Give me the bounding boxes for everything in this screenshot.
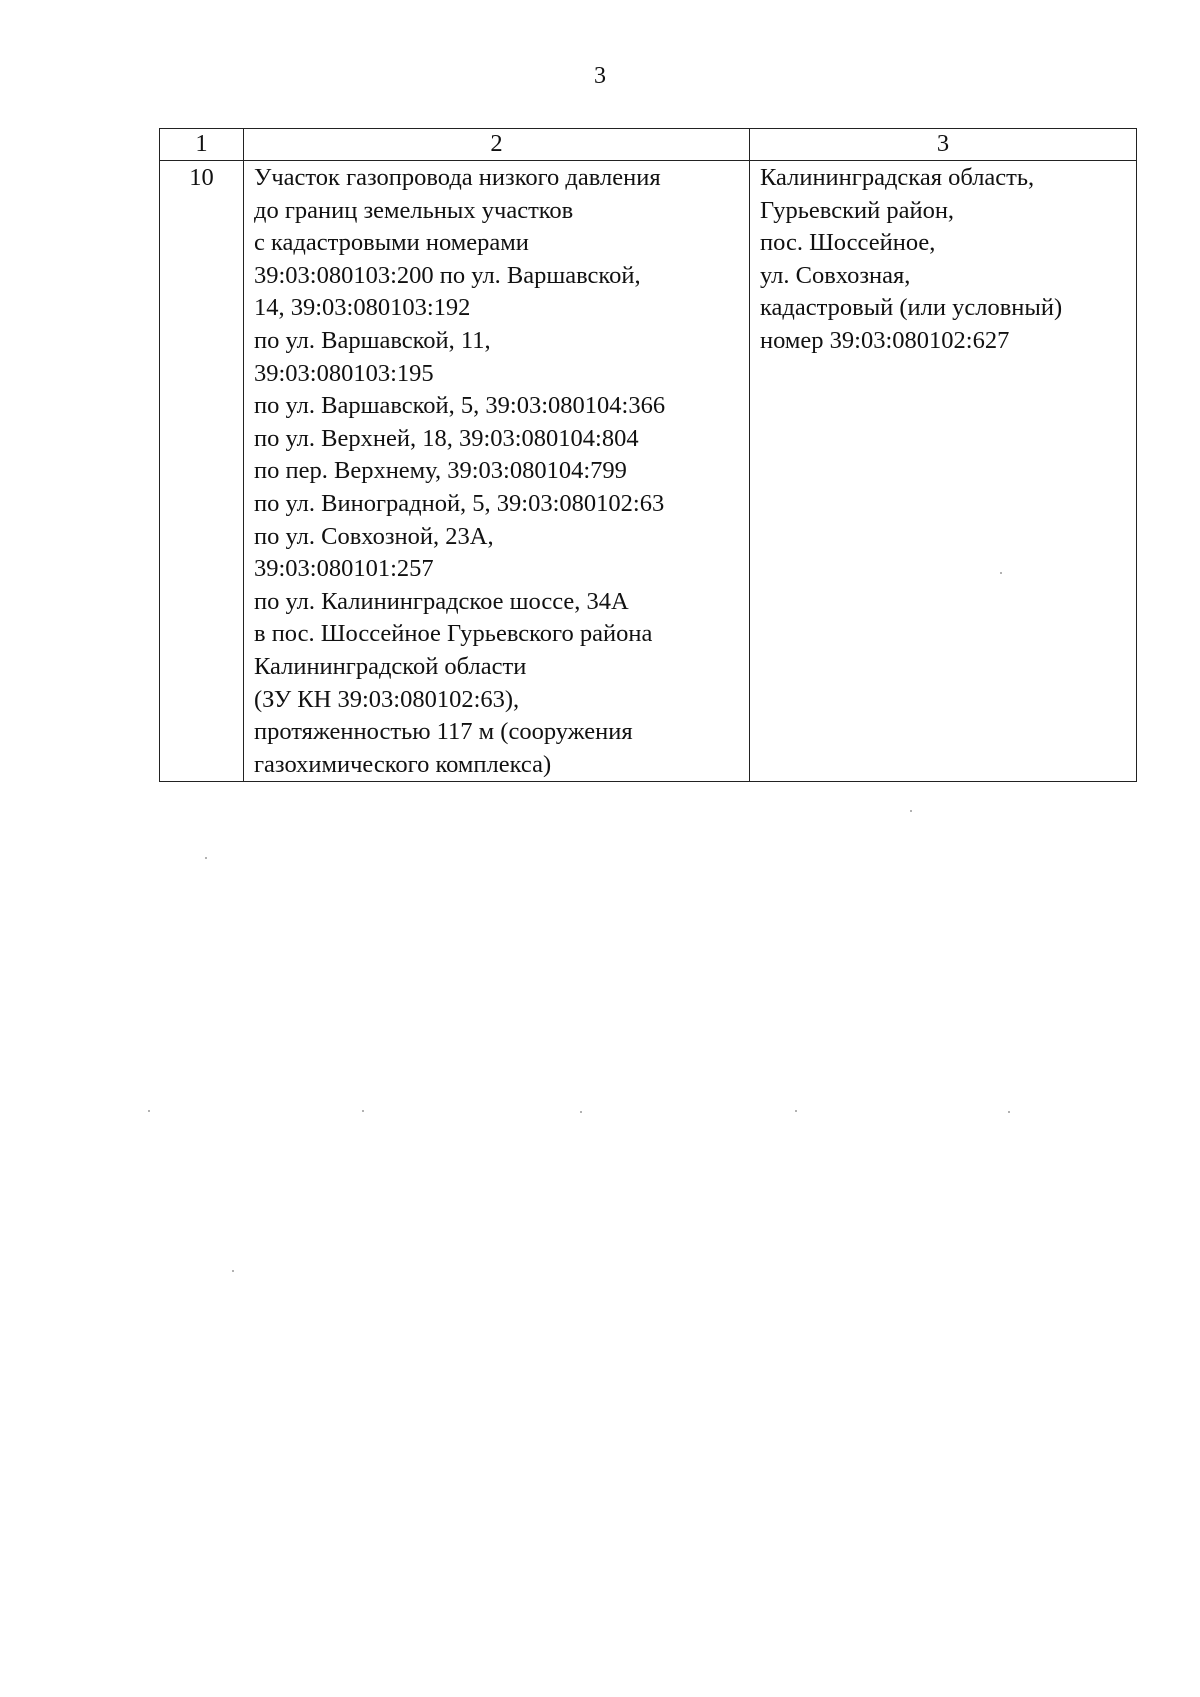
scan-speck [910,810,912,812]
scan-speck [580,1111,582,1113]
scan-speck [1000,572,1002,574]
scan-speck [795,1110,797,1112]
scan-speck [1008,1111,1010,1113]
address-line: Гурьевский район, [760,196,955,224]
description-line: с кадастровыми номерами [254,229,529,257]
description-line: 39:03:080101:257 [254,555,434,583]
address-line: пос. Шоссейное, [760,229,936,257]
page-number: 3 [594,63,606,89]
address-line: Калининградская область, [760,164,1035,191]
address-line: кадастровый (или условный) [760,294,1063,322]
description-line: (ЗУ КН 39:03:080102:63), [254,685,520,713]
address-line: номер 39:03:080102:627 [760,326,1010,354]
description-line: по ул. Варшавской, 5, 39:03:080104:366 [254,392,666,420]
description-line: до границ земельных участков [254,196,574,224]
table-row [160,161,1137,782]
description-line: 39:03:080103:195 [254,359,434,387]
column-number-1: 1 [160,129,244,161]
address-line: ул. Совхозная, [760,261,911,289]
description-line: 39:03:080103:200 по ул. Варшавской, [254,261,641,289]
description-line: по ул. Калининградское шоссе, 34А [254,587,629,615]
description-line: Участок газопровода низкого давления [254,164,661,191]
description-line: по ул. Варшавской, 11, [254,326,491,354]
scan-speck [148,1110,150,1112]
description-line: по ул. Совхозной, 23А, [254,522,494,550]
description-line: по ул. Виноградной, 5, 39:03:080102:63 [254,489,665,517]
description-line: по пер. Верхнему, 39:03:080104:799 [254,457,627,485]
object-description [244,161,750,782]
scan-speck [232,1270,234,1272]
table-header-row [160,129,1137,161]
scan-speck [205,857,207,859]
column-number-3: 3 [750,129,1137,161]
object-address [750,161,1137,782]
description-line: 14, 39:03:080103:192 [254,294,471,322]
description-line: протяженностью 117 м (сооружения [254,718,633,746]
scan-speck [362,1110,364,1112]
description-line: газохимического комплекса) [254,750,552,778]
description-line: по ул. Верхней, 18, 39:03:080104:804 [254,424,639,452]
property-table [159,128,1137,782]
row-number: 10 [160,161,244,782]
description-line: в пос. Шоссейное Гурьевского района [254,620,653,648]
description-line: Калининградской области [254,652,527,680]
column-number-2: 2 [244,129,750,161]
